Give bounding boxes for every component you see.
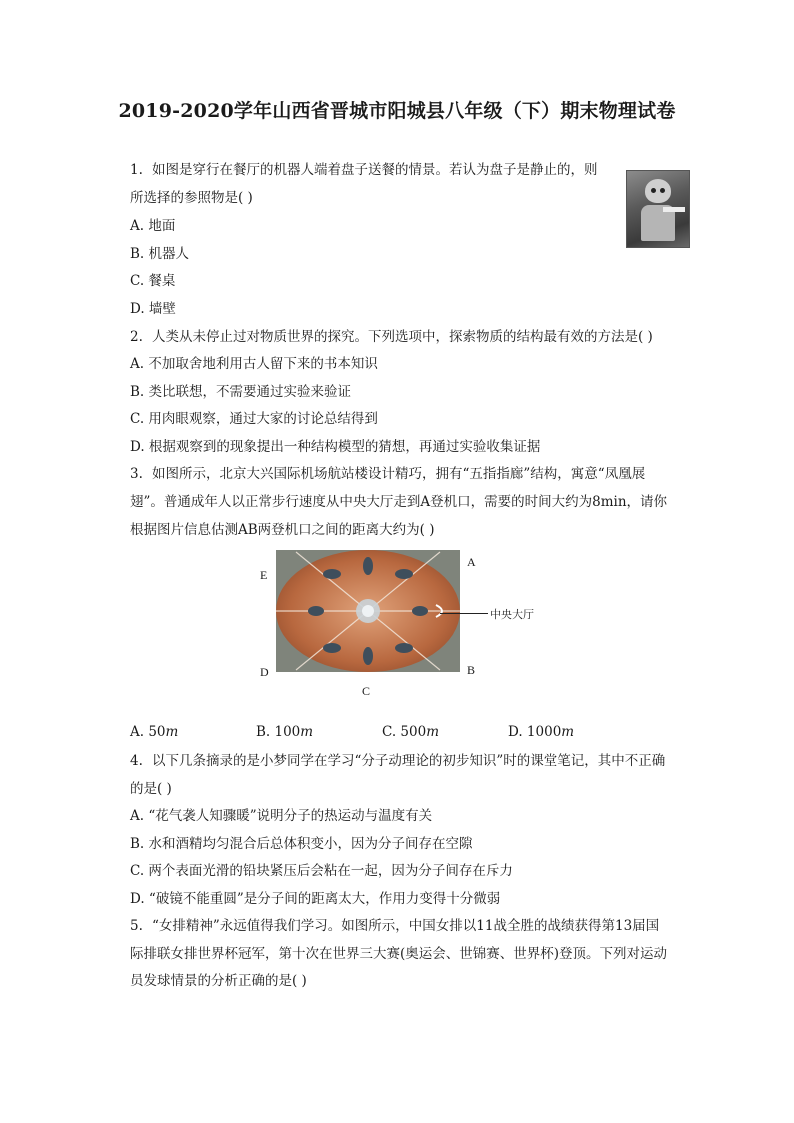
figure-label-a: A <box>467 555 476 569</box>
callout-line <box>440 613 488 614</box>
question-1-line-1: 1. 如图是穿行在餐厅的机器人端着盘子送餐的情景。若认为盘子是静止的，则 <box>130 162 598 178</box>
figure-label-b: B <box>467 663 476 677</box>
question-5-line-3: 员发球情景的分析正确的是( ) <box>130 973 307 989</box>
question-5-line-2: 际排联女排世界杯冠军，第十次在世界三大赛(奥运会、世锦赛、世界杯)登顶。下列对运动 <box>130 946 668 962</box>
question-2-option-a: A. 不加取舍地利用古人留下来的书本知识 <box>130 356 378 372</box>
figure-label-c: C <box>362 684 371 698</box>
question-3-option-a: A. 50m <box>130 724 179 740</box>
question-4-option-a: A. “花气袭人知骤暖”说明分子的热运动与温度有关 <box>130 808 433 824</box>
central-hall-label: 中央大厅 <box>490 608 534 621</box>
question-1-number: 1. <box>130 162 143 178</box>
question-2-option-c: C. 用肉眼观察，通过大家的讨论总结得到 <box>130 411 378 427</box>
question-4-number: 4. <box>130 753 143 769</box>
question-4-line-2: 的是( ) <box>130 781 172 797</box>
question-1-option-b: B. 机器人 <box>130 246 190 262</box>
figure-label-e: E <box>260 568 268 582</box>
question-2-option-d: D. 根据观察到的现象提出一种结构模型的猜想，再通过实验收集证据 <box>130 439 541 455</box>
question-5-line-1: 5. “女排精神”永远值得我们学习。如图所示，中国女排以11战全胜的战绩获得第13届国 <box>130 918 660 934</box>
question-3-line-3: 根据图片信息估测AB两登机口之间的距离大约为( ) <box>130 522 435 538</box>
question-3-line-1: 3. 如图所示，北京大兴国际机场航站楼设计精巧，拥有“五指指廊”结构，寓意“凤凰展 <box>130 466 646 482</box>
figure-label-d: D <box>260 665 269 679</box>
question-3-number: 3. <box>130 466 143 482</box>
question-1-option-c: C. 餐桌 <box>130 273 176 289</box>
question-2-line-1: 2. 人类从未停止过对物质世界的探究。下列选项中，探索物质的结构最有效的方法是( ) <box>130 329 653 345</box>
question-1-option-a: A. 地面 <box>130 218 176 234</box>
question-3-line-2: 翅”。普通成年人以正常步行速度从中央大厅走到A登机口，需要的时间大约为8min，请你 <box>130 494 668 510</box>
question-2-number: 2. <box>130 329 143 345</box>
question-1-line-2: 所选择的参照物是( ) <box>130 190 253 206</box>
question-5-number: 5. <box>130 918 143 934</box>
airport-terminal-figure <box>276 550 460 672</box>
robot-waiter-photo <box>626 170 690 248</box>
question-4-line-1: 4. 以下几条摘录的是小梦同学在学习“分子动理论的初步知识”时的课堂笔记，其中不正确 <box>130 753 666 769</box>
question-3-option-b: B. 100m <box>256 724 314 740</box>
question-4-option-d: D. “破镜不能重圆”是分子间的距离太大，作用力变得十分微弱 <box>130 891 501 907</box>
question-4-option-c: C. 两个表面光滑的铅块紧压后会粘在一起，因为分子间存在斥力 <box>130 863 513 879</box>
question-3-option-c: C. 500m <box>382 724 440 740</box>
question-4-option-b: B. 水和酒精均匀混合后总体积变小，因为分子间存在空隙 <box>130 836 473 852</box>
question-2-option-b: B. 类比联想，不需要通过实验来验证 <box>130 384 352 400</box>
page-title: 2019-2020学年山西省晋城市阳城县八年级（下）期末物理试卷 <box>118 100 676 122</box>
question-3-option-d: D. 1000m <box>508 724 575 740</box>
question-1-option-d: D. 墙壁 <box>130 301 176 317</box>
